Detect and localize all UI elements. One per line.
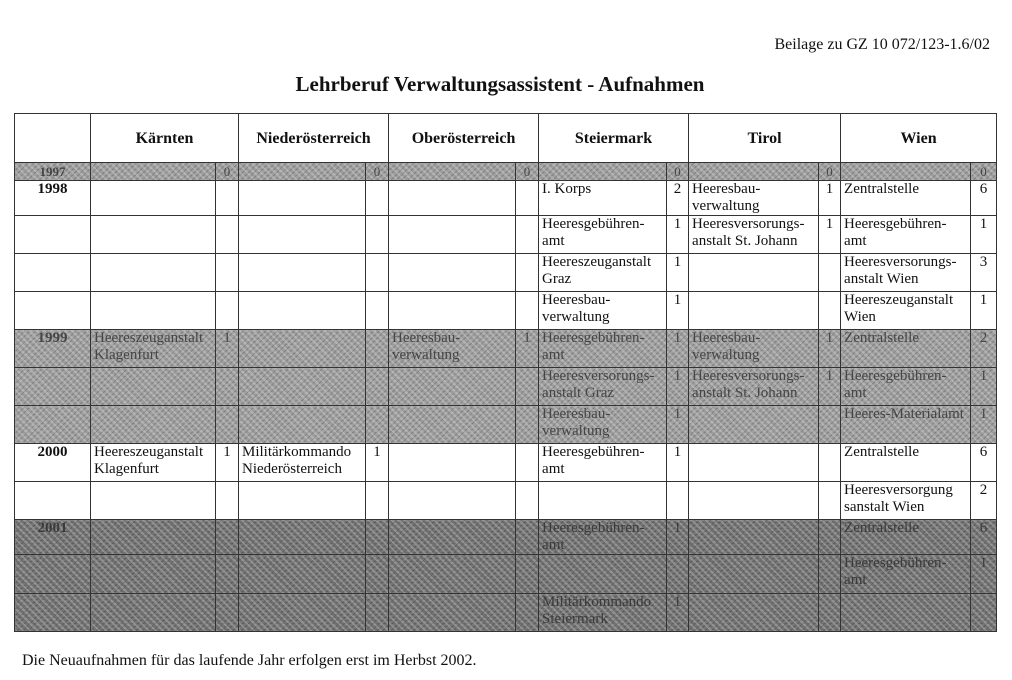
table-row	[15, 292, 997, 330]
unit-cell	[539, 163, 667, 181]
unit-cell	[689, 520, 819, 555]
unit-cell	[91, 254, 216, 292]
unit-cell: Militärkommando Niederösterreich	[239, 444, 366, 482]
count-cell: 1	[667, 292, 689, 330]
unit-cell	[689, 444, 819, 482]
table-row	[15, 555, 997, 594]
unit-cell	[91, 482, 216, 520]
unit-cell: Zentralstelle	[841, 444, 971, 482]
unit-cell	[239, 216, 366, 254]
header-steiermark: Steiermark	[539, 114, 689, 163]
count-cell: 1	[667, 444, 689, 482]
unit-cell	[389, 163, 516, 181]
unit-cell: I. Korps	[539, 181, 667, 216]
unit-cell	[91, 594, 216, 632]
unit-cell	[91, 181, 216, 216]
unit-cell	[239, 292, 366, 330]
header-oberoesterreich: Oberösterreich	[389, 114, 539, 163]
document-title: Lehrberuf Verwaltungsassistent - Aufnahmen	[295, 72, 705, 96]
unit-cell: Heeresversorungs-anstalt St. Johann	[689, 368, 819, 406]
count-cell: 1	[971, 292, 997, 330]
year-cell: 1998	[15, 181, 91, 216]
year-cell	[15, 368, 91, 406]
count-cell	[366, 520, 389, 555]
unit-cell	[389, 555, 516, 594]
count-cell	[366, 368, 389, 406]
header-row	[15, 114, 997, 163]
unit-cell	[389, 216, 516, 254]
count-cell	[216, 406, 239, 444]
count-cell	[216, 482, 239, 520]
count-cell	[516, 555, 539, 594]
count-cell: 0	[516, 163, 539, 181]
unit-cell	[841, 163, 971, 181]
unit-cell	[389, 482, 516, 520]
table-row	[15, 181, 997, 216]
count-cell: 2	[667, 181, 689, 216]
count-cell: 1	[819, 181, 841, 216]
unit-cell: Heereszeuganstalt Klagenfurt	[91, 444, 216, 482]
header-wien: Wien	[841, 114, 997, 163]
unit-cell: Heereszeuganstalt Wien	[841, 292, 971, 330]
unit-cell	[389, 406, 516, 444]
unit-cell	[389, 254, 516, 292]
reference-number: Beilage zu GZ 10 072/123-1.6/02	[774, 36, 990, 53]
count-cell	[667, 482, 689, 520]
count-cell	[366, 482, 389, 520]
count-cell: 2	[971, 330, 997, 368]
count-cell	[516, 254, 539, 292]
unit-cell	[91, 216, 216, 254]
year-cell	[15, 254, 91, 292]
unit-cell: Heeresgebühren-amt	[841, 555, 971, 594]
unit-cell	[239, 368, 366, 406]
count-cell	[516, 181, 539, 216]
count-cell: 1	[667, 216, 689, 254]
count-cell	[366, 292, 389, 330]
table-row	[15, 368, 997, 406]
count-cell: 6	[971, 181, 997, 216]
count-cell	[216, 216, 239, 254]
count-cell	[516, 292, 539, 330]
count-cell	[216, 594, 239, 632]
count-cell	[516, 482, 539, 520]
year-cell	[15, 555, 91, 594]
header-year-cell	[15, 114, 91, 163]
count-cell	[667, 555, 689, 594]
year-cell: 1999	[15, 330, 91, 368]
unit-cell: Heeresgebühren-amt	[539, 520, 667, 555]
count-cell	[216, 368, 239, 406]
count-cell	[216, 181, 239, 216]
unit-cell	[689, 163, 819, 181]
unit-cell	[239, 482, 366, 520]
count-cell	[366, 330, 389, 368]
unit-cell: Heeresbau-verwaltung	[539, 292, 667, 330]
count-cell	[819, 444, 841, 482]
count-cell	[819, 520, 841, 555]
count-cell: 1	[667, 368, 689, 406]
count-cell	[216, 254, 239, 292]
table-row	[15, 594, 997, 632]
unit-cell	[389, 292, 516, 330]
count-cell	[516, 406, 539, 444]
table-row	[15, 254, 997, 292]
count-cell: 0	[366, 163, 389, 181]
count-cell: 1	[516, 330, 539, 368]
unit-cell: Heereszeuganstalt Klagenfurt	[91, 330, 216, 368]
table-row	[15, 163, 997, 181]
count-cell: 1	[971, 406, 997, 444]
count-cell	[216, 292, 239, 330]
admissions-table	[14, 113, 997, 632]
year-cell	[15, 292, 91, 330]
unit-cell: Heeresversorungs-anstalt Wien	[841, 254, 971, 292]
year-cell	[15, 406, 91, 444]
unit-cell	[239, 555, 366, 594]
count-cell: 1	[819, 216, 841, 254]
year-cell	[15, 482, 91, 520]
count-cell: 1	[667, 594, 689, 632]
unit-cell: Heeresgebühren-amt	[841, 216, 971, 254]
count-cell	[819, 555, 841, 594]
count-cell: 3	[971, 254, 997, 292]
unit-cell: Heereszeuganstalt Graz	[539, 254, 667, 292]
count-cell	[819, 254, 841, 292]
year-cell	[15, 594, 91, 632]
year-cell: 2000	[15, 444, 91, 482]
count-cell: 1	[366, 444, 389, 482]
unit-cell	[91, 368, 216, 406]
header-niederoesterreich: Niederösterreich	[239, 114, 389, 163]
count-cell: 1	[667, 330, 689, 368]
unit-cell: Heeresbau-verwaltung	[389, 330, 516, 368]
count-cell	[516, 444, 539, 482]
count-cell	[366, 216, 389, 254]
count-cell	[516, 368, 539, 406]
count-cell: 1	[819, 330, 841, 368]
unit-cell	[689, 594, 819, 632]
unit-cell: Heeresbau-verwaltung	[539, 406, 667, 444]
unit-cell: Heeresgebühren-amt	[539, 444, 667, 482]
unit-cell	[91, 292, 216, 330]
year-cell	[15, 216, 91, 254]
count-cell: 0	[819, 163, 841, 181]
unit-cell	[689, 254, 819, 292]
unit-cell	[239, 520, 366, 555]
unit-cell: Heeresgebühren-amt	[841, 368, 971, 406]
count-cell: 1	[819, 368, 841, 406]
count-cell	[516, 216, 539, 254]
unit-cell	[239, 594, 366, 632]
unit-cell	[389, 368, 516, 406]
unit-cell	[539, 482, 667, 520]
unit-cell	[689, 292, 819, 330]
unit-cell: Heeresbau-verwaltung	[689, 330, 819, 368]
unit-cell	[91, 406, 216, 444]
unit-cell	[389, 444, 516, 482]
count-cell	[819, 482, 841, 520]
count-cell	[819, 406, 841, 444]
unit-cell	[239, 406, 366, 444]
count-cell: 1	[667, 406, 689, 444]
unit-cell	[689, 482, 819, 520]
count-cell	[216, 555, 239, 594]
count-cell	[516, 594, 539, 632]
unit-cell	[389, 181, 516, 216]
unit-cell	[689, 555, 819, 594]
unit-cell	[841, 594, 971, 632]
year-cell: 1997	[15, 163, 91, 181]
header-kaernten: Kärnten	[91, 114, 239, 163]
count-cell: 0	[971, 163, 997, 181]
count-cell	[366, 594, 389, 632]
unit-cell	[91, 163, 216, 181]
count-cell: 1	[216, 444, 239, 482]
count-cell: 0	[667, 163, 689, 181]
count-cell	[366, 406, 389, 444]
unit-cell: Heeresgebühren-amt	[539, 216, 667, 254]
unit-cell	[239, 181, 366, 216]
unit-cell	[239, 254, 366, 292]
table-row	[15, 520, 997, 555]
count-cell: 1	[971, 216, 997, 254]
count-cell	[366, 254, 389, 292]
table-row	[15, 406, 997, 444]
unit-cell	[239, 330, 366, 368]
table-row	[15, 330, 997, 368]
count-cell	[216, 520, 239, 555]
unit-cell: Zentralstelle	[841, 520, 971, 555]
count-cell: 1	[971, 368, 997, 406]
unit-cell	[389, 520, 516, 555]
unit-cell	[539, 555, 667, 594]
count-cell: 2	[971, 482, 997, 520]
unit-cell	[689, 406, 819, 444]
header-tirol: Tirol	[689, 114, 841, 163]
count-cell	[366, 555, 389, 594]
unit-cell: Heeresbau-verwaltung	[689, 181, 819, 216]
count-cell: 1	[667, 254, 689, 292]
count-cell	[516, 520, 539, 555]
year-cell: 2001	[15, 520, 91, 555]
unit-cell: Zentralstelle	[841, 181, 971, 216]
unit-cell	[389, 594, 516, 632]
unit-cell	[91, 555, 216, 594]
unit-cell: Heeresgebühren-amt	[539, 330, 667, 368]
unit-cell: Zentralstelle	[841, 330, 971, 368]
count-cell: 1	[971, 555, 997, 594]
count-cell	[971, 594, 997, 632]
count-cell	[819, 594, 841, 632]
unit-cell	[91, 520, 216, 555]
count-cell: 0	[216, 163, 239, 181]
unit-cell: Heeresversorungs-anstalt St. Johann	[689, 216, 819, 254]
unit-cell	[239, 163, 366, 181]
count-cell: 6	[971, 444, 997, 482]
table-row	[15, 482, 997, 520]
unit-cell: Militärkommando Steiermark	[539, 594, 667, 632]
footnote: Die Neuaufnahmen für das laufende Jahr erfolgen erst im Herbst 2002.	[22, 652, 477, 669]
table-row	[15, 444, 997, 482]
unit-cell: Heeres-Materialamt	[841, 406, 971, 444]
count-cell	[819, 292, 841, 330]
count-cell	[366, 181, 389, 216]
count-cell: 1	[667, 520, 689, 555]
table-row	[15, 216, 997, 254]
count-cell: 1	[216, 330, 239, 368]
unit-cell: Heeresversorgung sanstalt Wien	[841, 482, 971, 520]
count-cell: 6	[971, 520, 997, 555]
unit-cell: Heeresversorungs-anstalt Graz	[539, 368, 667, 406]
